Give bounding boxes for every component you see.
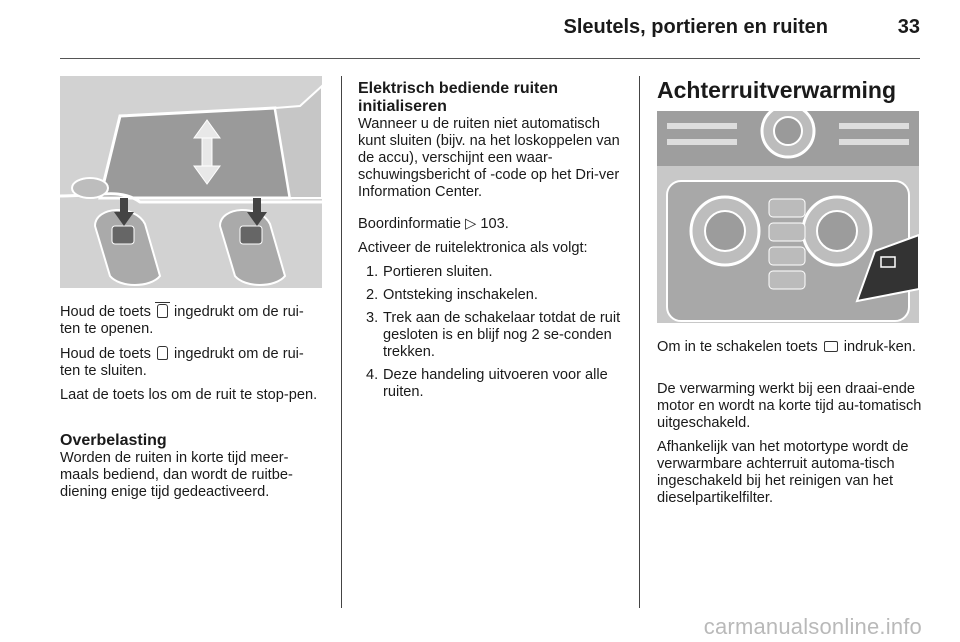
step-text: Trek aan de schakelaar totdat de ruit gesloten is en blijf nog 2 se-conden trekken. (383, 310, 621, 360)
list-item (358, 310, 626, 361)
overload-section (60, 432, 324, 501)
text-part: Om in te schakelen toets (657, 339, 818, 355)
overload-heading: Overbelasting (60, 432, 167, 449)
list-item (358, 287, 626, 304)
step-number: 3. (366, 310, 379, 326)
steps-list (358, 264, 626, 407)
running-header-title: Sleutels, portieren en ruiten (563, 16, 828, 38)
text-part: indruk-ken. (843, 339, 916, 355)
climate-panel-illustration (657, 111, 919, 323)
paragraph-stop-window: Laat de toets los om de ruit te stop-pen. (60, 387, 318, 403)
column-rule-right (639, 76, 640, 608)
rear-window-heating-icon (824, 341, 838, 352)
step-number: 2. (366, 287, 379, 303)
header-rule (60, 58, 920, 59)
step-text: Deze handeling uitvoeren voor alle ruiten. (383, 367, 608, 400)
paragraph-switch-on (657, 339, 923, 356)
climate-panel-drawing (657, 111, 919, 323)
initialise-heading: Elektrisch bediende ruiten initialiseren (358, 80, 559, 115)
column-rule-left (341, 76, 342, 608)
step-number: 1. (366, 264, 379, 280)
watermark: carmanualsonline.info (703, 614, 922, 639)
window-open-icon (157, 304, 168, 318)
window-switch-drawing (60, 76, 322, 288)
rear-heating-heading: Achterruitverwarming (657, 77, 897, 103)
list-item (358, 367, 626, 401)
page-number: 33 (897, 16, 920, 38)
initialise-intro: Wanneer u de ruiten niet automatisch kunt sluiten (bijv. na het loskoppelen van de accu), verschijnt een waar-schuwingsbericht of -code op het Dri-ver Information Center. (358, 116, 620, 200)
overload-text: Worden de ruiten in korte tijd meer-maals bediend, dan wordt de ruitbe-diening enige tijd gedeactiveerd. (60, 450, 293, 500)
paragraph-close-windows (60, 346, 324, 380)
text-part: Houd de toets (60, 346, 151, 362)
step-text: Ontsteking inschakelen. (383, 287, 538, 303)
paragraph-heating-operation: De verwarming werkt bij een draai-ende motor en wordt na korte tijd au-tomatisch uitgeschakeld. (657, 381, 922, 431)
step-number: 4. (366, 367, 379, 383)
activate-instruction: Activeer de ruitelektronica als volgt: (358, 240, 588, 256)
text-part: ingedrukt om de rui-ten te openen. (60, 304, 304, 337)
window-switch-illustration (60, 76, 322, 288)
board-info-reference: Boordinformatie ▷ 103. (358, 216, 509, 232)
step-text: Portieren sluiten. (383, 264, 493, 280)
paragraph-open-windows (60, 304, 324, 338)
text-part: ingedrukt om de rui-ten te sluiten. (60, 346, 304, 379)
text-part: Houd de toets (60, 304, 151, 320)
list-item (358, 264, 626, 281)
window-close-icon (157, 346, 168, 360)
paragraph-diesel-filter: Afhankelijk van het motortype wordt de verwarmbare achterruit automa-tisch ingeschakeld bij het reinigen van het dieselpartikelfilter. (657, 439, 909, 506)
initialise-section (358, 80, 626, 201)
